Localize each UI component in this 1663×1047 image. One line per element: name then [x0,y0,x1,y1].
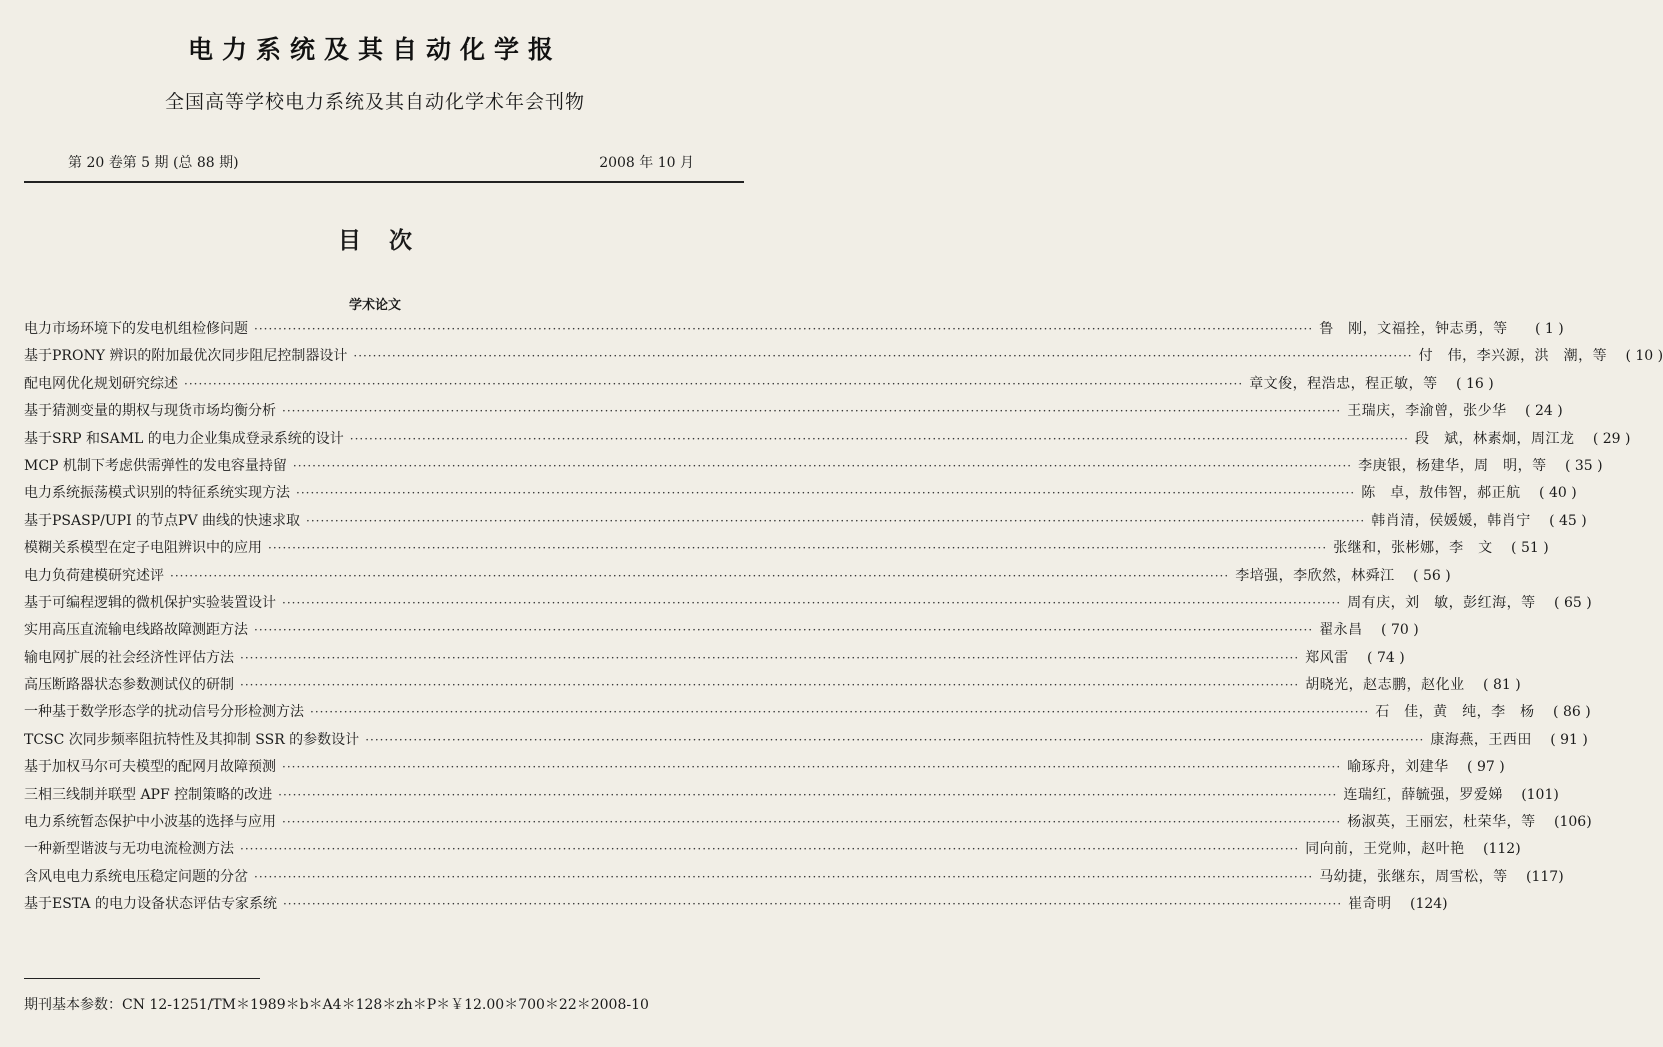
toc-entry-authors: 付 伟，李兴源，洪 潮，等 [1418,348,1608,365]
toc-entry-page: ( 40 ) [1539,485,1577,502]
toc-leader-dots: ···························································································································································································································· [296,486,1356,501]
toc-leader-dots: ···························································································································································································································· [353,349,1413,364]
toc-entry-page: ( 86 ) [1553,704,1591,721]
toc-leader-dots: ···························································································································································································································· [282,815,1342,830]
toc-entry-page: ( 51 ) [1511,540,1549,557]
toc-leader-dots: ···························································································································································································································· [310,705,1370,720]
issue-info: 第 20 卷第 5 期 (总 88 期) [68,155,239,171]
toc-entry[interactable] [24,838,1521,865]
toc-entry[interactable] [24,674,1521,701]
toc-leader-dots: ···························································································································································································································· [184,376,1244,391]
toc-entry-page: (112) [1483,841,1521,858]
toc-leader-dots: ···························································································································································································································· [170,568,1230,583]
toc-entry[interactable] [24,565,1451,592]
header-divider [24,181,744,183]
toc-entry-page: ( 24 ) [1525,403,1563,420]
toc-entry[interactable] [24,345,1663,372]
toc-entry-title: 电力系统暂态保护中小波基的选择与应用 [24,814,276,831]
toc-entry-page: (106) [1554,814,1592,831]
toc-entry[interactable] [24,318,1564,345]
toc-entry-page: ( 91 ) [1550,731,1588,748]
toc-entry-authors: 崔奇明 [1348,896,1392,913]
toc-entry-page: ( 10 ) [1625,348,1663,365]
toc-entry-authors: 翟永昌 [1319,622,1363,639]
toc-leader-dots: ···························································································································································································································· [349,431,1409,446]
toc-entry[interactable] [24,428,1631,455]
toc-entry-page: ( 81 ) [1483,677,1521,694]
toc-entry-page: ( 74 ) [1367,649,1405,666]
toc-entry[interactable] [24,756,1505,783]
toc-entry-title: 电力系统振荡模式识别的特征系统实现方法 [24,485,290,502]
toc-entry-authors: 陈 卓，敖伟智，郝正航 [1361,485,1521,502]
toc-leader-dots: ···························································································································································································································· [365,732,1425,747]
toc-entry-title: 输电网扩展的社会经济性评估方法 [24,649,234,666]
toc-entry[interactable] [24,373,1494,400]
toc-entry-authors: 李庚银，杨建华，周 明，等 [1358,457,1547,474]
toc-entry-authors: 段 斌，林素炯，周江龙 [1414,430,1575,447]
toc-entry-authors: 张继和，张彬娜，李 文 [1333,540,1493,557]
toc-entry[interactable] [24,400,1563,427]
toc-entry[interactable] [24,811,1592,838]
toc-entry-authors: 王瑞庆，李渝曾，张少华 [1347,403,1507,420]
toc-leader-dots: ···························································································································································································································· [278,787,1338,802]
toc-entry-title: 高压断路器状态参数测试仪的研制 [24,677,234,694]
issue-date: 2008 年 10 月 [599,155,694,171]
journal-title: 电力系统及其自动化学报 [187,35,562,64]
toc-leader-dots: ···························································································································································································································· [254,869,1314,884]
toc-leader-dots: ···························································································································································································································· [282,760,1342,775]
toc-entry-title: 三相三线制并联型 APF 控制策略的改进 [24,786,273,803]
toc-entry-page: (101) [1521,786,1559,803]
toc-entry[interactable] [24,510,1587,537]
journal-params: 期刊基本参数：CN 12-1251/TM＊1989＊b＊A4＊128＊zh＊P＊￥12.00＊700＊22＊2008-10 [24,997,649,1013]
toc-entry-title: 含风电电力系统电压稳定问题的分岔 [24,868,248,885]
toc-entry[interactable] [24,619,1419,646]
toc-leader-dots: ···························································································································································································································· [240,842,1300,857]
toc-entry[interactable] [24,784,1559,811]
toc-entry-title: 配电网优化规划研究综述 [24,375,178,392]
toc-entry-title: 基于SRP 和SAML 的电力企业集成登录系统的设计 [24,430,344,447]
toc-leader-dots: ···························································································································································································································· [282,595,1342,610]
toc-entry-page: ( 35 ) [1564,457,1603,474]
toc-entry-title: 基于PRONY 辨识的附加最优次同步阻尼控制器设计 [24,348,348,365]
footer-divider [24,978,260,979]
toc-entry[interactable] [24,893,1448,920]
toc-entry[interactable] [24,455,1603,482]
toc-entry-authors: 同向前，王党帅，赵叶艳 [1305,841,1465,858]
toc-entry-page: ( 1 ) [1534,321,1564,337]
toc-leader-dots: ···························································································································································································································· [268,541,1328,556]
journal-subtitle: 全国高等学校电力系统及其自动化学术年会刊物 [164,91,585,113]
toc-leader-dots: ···························································································································································································································· [306,513,1366,528]
toc-entry-authors: 周有庆，刘 敏，彭红海，等 [1347,594,1536,611]
toc-entry-authors: 章文俊，程浩忠，程正敏，等 [1249,375,1438,392]
toc-entry-title: 电力负荷建模研究述评 [24,567,164,584]
toc-entry-page: ( 29 ) [1592,430,1631,447]
toc-leader-dots: ···························································································································································································································· [254,322,1314,336]
toc-entry-title: 模糊关系模型在定子电阻辨识中的应用 [24,540,262,557]
toc-entry[interactable] [24,592,1592,619]
section-heading: 学术论文 [348,298,401,313]
toc-entry-authors: 喻琢舟，刘建华 [1347,759,1449,776]
toc-entry[interactable] [24,866,1564,893]
toc-entry-authors: 李培强，李欣然，林舜江 [1235,567,1395,584]
toc-entry-authors: 康海燕，王西田 [1430,731,1532,748]
toc-entry-title: 基于猜测变量的期权与现货市场均衡分析 [24,403,276,420]
toc-entry[interactable] [24,647,1405,674]
toc-leader-dots: ···························································································································································································································· [254,623,1314,638]
toc-entry-authors: 杨淑英，王丽宏，杜荣华，等 [1347,814,1536,831]
toc-entry-title: 一种新型谐波与无功电流检测方法 [24,841,234,858]
toc-entry-page: ( 97 ) [1467,759,1505,776]
toc-entry-title: 基于ESTA 的电力设备状态评估专家系统 [24,896,277,913]
toc-entry-page: (117) [1526,868,1564,885]
toc-leader-dots: ···························································································································································································································· [240,650,1300,665]
toc-entry-title: TCSC 次同步频率阻抗特性及其抑制 SSR 的参数设计 [24,731,360,748]
toc-entry[interactable] [24,537,1549,564]
toc-entry-page: ( 16 ) [1456,375,1494,392]
toc-leader-dots: ···························································································································································································································· [282,897,1343,912]
toc-heading: 目次 [338,228,440,254]
toc-entry[interactable] [24,729,1588,756]
toc-entry-title: MCP 机制下考虑供需弹性的发电容量持留 [24,457,287,474]
toc-entry-authors: 郑风雷 [1305,649,1349,666]
toc-entry-page: ( 45 ) [1549,512,1587,529]
toc-entry-title: 电力市场环境下的发电机组检修问题 [24,321,248,337]
toc-entry-authors: 马幼捷，张继东，周雪松，等 [1319,868,1508,885]
toc-entry-page: ( 56 ) [1413,567,1451,584]
toc-list [24,318,1663,921]
toc-entry-title: 基于加权马尔可夫模型的配网月故障预测 [24,759,276,776]
toc-entry[interactable] [24,701,1591,728]
toc-entry[interactable] [24,482,1577,509]
toc-leader-dots: ···························································································································································································································· [292,458,1353,473]
toc-entry-title: 基于PSASP/UPI 的节点PV 曲线的快速求取 [24,512,301,529]
toc-entry-authors: 连瑞红，薛毓强，罗爱娣 [1343,786,1503,803]
toc-entry-title: 实用高压直流输电线路故障测距方法 [24,622,248,639]
toc-entry-page: ( 70 ) [1381,622,1419,639]
toc-entry-authors: 鲁 刚，文福拴，钟志勇，等 [1319,321,1508,337]
toc-entry-authors: 石 佳，黄 纯，李 杨 [1375,704,1535,721]
toc-leader-dots: ···························································································································································································································· [282,404,1342,419]
toc-leader-dots: ···························································································································································································································· [240,678,1300,693]
toc-entry-page: ( 65 ) [1554,594,1592,611]
toc-entry-authors: 韩肖清，侯媛媛，韩肖宁 [1371,512,1531,529]
toc-entry-title: 基于可编程逻辑的微机保护实验装置设计 [24,594,276,611]
toc-entry-page: (124) [1409,896,1448,913]
toc-entry-title: 一种基于数学形态学的扰动信号分形检测方法 [24,704,304,721]
toc-entry-authors: 胡晓光，赵志鹏，赵化业 [1305,677,1465,694]
